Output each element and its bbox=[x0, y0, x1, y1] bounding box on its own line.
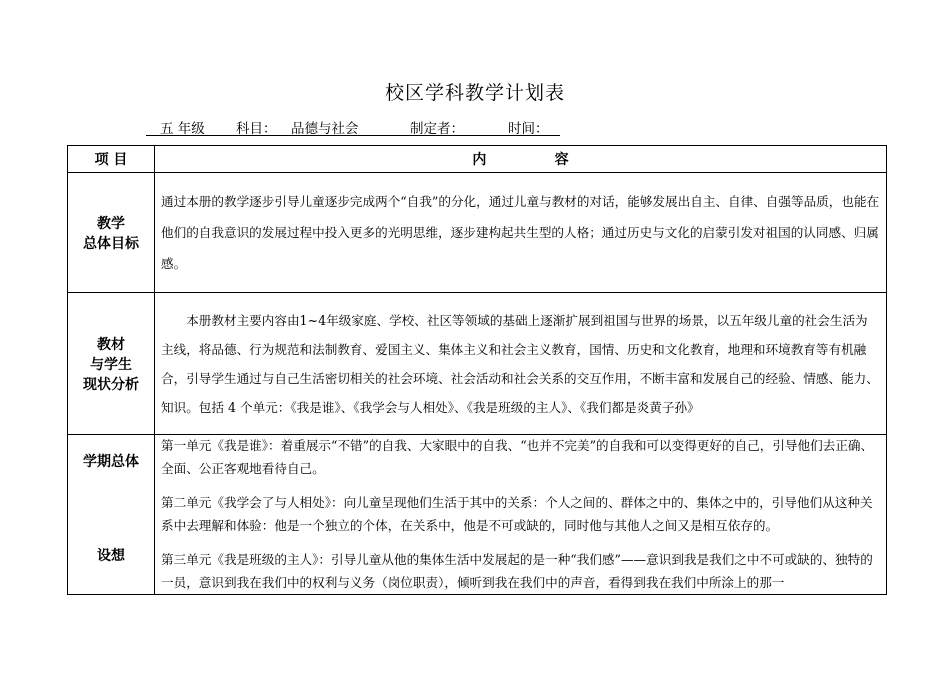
plan-meta-line bbox=[146, 116, 560, 136]
row-label-line: 总体目标 bbox=[83, 235, 139, 252]
subject-value: 品德与社会 bbox=[291, 121, 359, 137]
grade-text: 五 年级 bbox=[160, 121, 205, 137]
row-label-line: 现状分析 bbox=[83, 376, 139, 393]
row-label-analysis bbox=[68, 293, 155, 435]
author-label: 制定者： bbox=[410, 121, 464, 137]
table-row-semester-plan bbox=[68, 435, 887, 595]
time-label: 时间： bbox=[508, 121, 549, 137]
row-label-goals bbox=[68, 173, 155, 293]
unit-paragraph: 第二单元《我学会了与人相处》：向儿童呈现他们生活于其中的关系：个人之间的、群体之中的、集体之中的，引导他们从这种关系中去理解和体验：他是一个独立的个体，在关系中，他是不可或缺的，同时他与其他人之间又是相互依存的。 bbox=[161, 495, 873, 533]
unit-paragraph: 第一单元《我是谁》：着重展示“不错”的自我、大家眼中的自我、“也并不完美”的自我和可以变得更好的自己，引导他们去正确、全面、公正客观地看待自己。 bbox=[161, 438, 874, 476]
row-label-semester bbox=[68, 435, 155, 595]
row-label-line: 教学 bbox=[97, 215, 125, 232]
table-header-row bbox=[68, 146, 887, 173]
analysis-text: 本册教材主要内容由1~4年级家庭、学校、社区等领域的基础上逐渐扩展到祖国与世界的场景，以五年级儿童的社会生活为主线，将品德、行为规范和法制教育、爱国主义、集体主义和社会主义教育，国情、历史和文化教育，地理和环境教育等有机融合，引导学生通过与自己生活密切相关的社会环境、社会活动和社会关系的交互作用，不断丰富和发展自己的经验、情感、能力、知识。包括 4 个单元：《我是谁》、《我学会与人相处》、《我是班级的主人》、《我们都是炎黄子孙》 bbox=[155, 293, 887, 435]
unit-paragraph: 第三单元《我是班级的主人》：引导儿童从他的集体生活中发展起的是一种“我们感”——意识到我是我们之中不可或缺的、独特的一员，意识到我在我们中的权利与义务（岗位职责），倾听到我在我们中的声音，看得到我在我们中所涂上的那一 bbox=[161, 552, 873, 590]
plan-table bbox=[67, 145, 887, 595]
goals-text: 通过本册的教学逐步引导儿童逐步完成两个“自我”的分化，通过儿童与教材的对话，能够发展出自主、自律、自强等品质，也能在他们的自我意识的发展过程中投入更多的光明思维，逐步建构起共生型的人格；通过历史与文化的启蒙引发对祖国的认同感、归属感。 bbox=[155, 173, 887, 293]
table-row-goals bbox=[68, 173, 887, 293]
row-label-line: 教材 bbox=[97, 336, 125, 353]
semester-plan-text bbox=[155, 435, 887, 595]
page-title: 校区学科教学计划表 bbox=[384, 82, 565, 104]
row-label-line: 与学生 bbox=[90, 356, 132, 373]
subject-label: 科目： bbox=[236, 121, 277, 137]
row-label-bottom: 设想 bbox=[97, 548, 125, 564]
row-label-top: 学期总体 bbox=[83, 454, 139, 470]
table-row-analysis bbox=[68, 293, 887, 435]
header-item: 项 目 bbox=[68, 146, 155, 173]
header-content: 内 容 bbox=[155, 146, 887, 173]
